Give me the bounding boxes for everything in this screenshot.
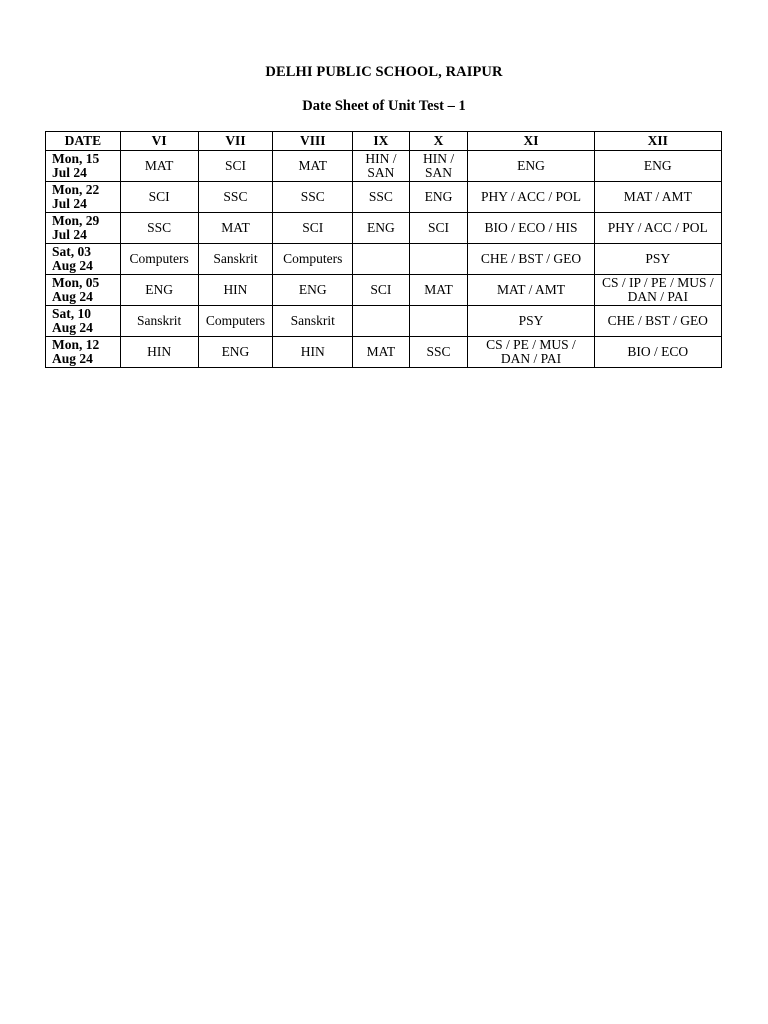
subject-cell-vii: SCI xyxy=(198,151,273,182)
date-cell xyxy=(46,244,121,275)
subject-cell-x: SSC xyxy=(409,337,468,368)
subject-cell-vi: SCI xyxy=(120,182,198,213)
header-class-vi: VI xyxy=(120,132,198,151)
subject-cell-vi: Computers xyxy=(120,244,198,275)
date-day: Mon, 29 xyxy=(52,213,100,228)
subject-cell-viii: ENG xyxy=(273,275,353,306)
subject-cell-xi: ENG xyxy=(468,151,594,182)
date-day: Sat, 10 xyxy=(52,306,92,321)
date-day: Mon, 05 xyxy=(52,275,100,290)
subject-cell-vi: Sanskrit xyxy=(120,306,198,337)
subject-cell-viii: MAT xyxy=(273,151,353,182)
subject-cell-x: SCI xyxy=(409,213,468,244)
school-title: DELHI PUBLIC SCHOOL, RAIPUR xyxy=(265,64,503,80)
date-day: Mon, 12 xyxy=(52,337,100,352)
subject-cell-vi: ENG xyxy=(120,275,198,306)
subject-cell-vi: MAT xyxy=(120,151,198,182)
subject-cell-x: MAT xyxy=(409,275,468,306)
subject-cell-x xyxy=(409,244,468,275)
subject-cell-vii: Computers xyxy=(198,306,273,337)
subject-cell-x: HIN / SAN xyxy=(409,151,468,182)
date-day: Mon, 15 xyxy=(52,151,100,166)
table-row xyxy=(46,182,722,213)
header-row xyxy=(46,132,722,151)
subject-cell-xi: MAT / AMT xyxy=(468,275,594,306)
date-sheet-title: Date Sheet of Unit Test – 1 xyxy=(302,98,466,114)
subject-cell-xi: BIO / ECO / HIS xyxy=(468,213,594,244)
date-month: Aug 24 xyxy=(52,289,93,304)
table-row xyxy=(46,275,722,306)
subject-cell-x: ENG xyxy=(409,182,468,213)
subject-cell-ix: SCI xyxy=(353,275,410,306)
subject-cell-xii: CHE / BST / GEO xyxy=(594,306,721,337)
date-month: Aug 24 xyxy=(52,258,93,273)
header-class-xi: XI xyxy=(468,132,594,151)
date-month: Jul 24 xyxy=(52,196,87,211)
subject-cell-x xyxy=(409,306,468,337)
date-cell xyxy=(46,306,121,337)
date-cell xyxy=(46,337,121,368)
subject-cell-xi: PHY / ACC / POL xyxy=(468,182,594,213)
subject-cell-vii: Sanskrit xyxy=(198,244,273,275)
table-row xyxy=(46,151,722,182)
date-sheet-table xyxy=(45,131,722,368)
subject-cell-viii: HIN xyxy=(273,337,353,368)
subject-cell-xii: CS / IP / PE / MUS / DAN / PAI xyxy=(594,275,721,306)
date-month: Aug 24 xyxy=(52,351,93,366)
subject-cell-xii: BIO / ECO xyxy=(594,337,721,368)
subject-cell-xii: PSY xyxy=(594,244,721,275)
header-class-xii: XII xyxy=(594,132,721,151)
subject-cell-xii: ENG xyxy=(594,151,721,182)
subject-cell-vii: HIN xyxy=(198,275,273,306)
subject-cell-vii: SSC xyxy=(198,182,273,213)
subject-cell-xi: CS / PE / MUS / DAN / PAI xyxy=(468,337,594,368)
subject-cell-viii: SCI xyxy=(273,213,353,244)
table-row xyxy=(46,306,722,337)
header-class-x: X xyxy=(409,132,468,151)
table-row xyxy=(46,244,722,275)
subject-cell-viii: SSC xyxy=(273,182,353,213)
date-cell xyxy=(46,151,121,182)
subject-cell-ix xyxy=(353,306,410,337)
subject-cell-ix: ENG xyxy=(353,213,410,244)
table-row xyxy=(46,213,722,244)
header-class-ix: IX xyxy=(353,132,410,151)
subject-cell-vi: HIN xyxy=(120,337,198,368)
header-date: DATE xyxy=(46,132,121,151)
date-cell xyxy=(46,182,121,213)
subject-cell-vii: MAT xyxy=(198,213,273,244)
date-day: Mon, 22 xyxy=(52,182,100,197)
subject-cell-vi: SSC xyxy=(120,213,198,244)
subject-cell-xi: CHE / BST / GEO xyxy=(468,244,594,275)
subject-cell-viii: Computers xyxy=(273,244,353,275)
date-cell xyxy=(46,213,121,244)
date-cell xyxy=(46,275,121,306)
date-month: Aug 24 xyxy=(52,320,93,335)
subject-cell-xii: MAT / AMT xyxy=(594,182,721,213)
subject-cell-ix: MAT xyxy=(353,337,410,368)
subject-cell-vii: ENG xyxy=(198,337,273,368)
date-month: Jul 24 xyxy=(52,227,87,242)
date-day: Sat, 03 xyxy=(52,244,92,259)
header-class-viii: VIII xyxy=(273,132,353,151)
table-row xyxy=(46,337,722,368)
subject-cell-xii: PHY / ACC / POL xyxy=(594,213,721,244)
subject-cell-viii: Sanskrit xyxy=(273,306,353,337)
subject-cell-xi: PSY xyxy=(468,306,594,337)
subject-cell-ix: SSC xyxy=(353,182,410,213)
header-class-vii: VII xyxy=(198,132,273,151)
subject-cell-ix: HIN / SAN xyxy=(353,151,410,182)
date-month: Jul 24 xyxy=(52,165,87,180)
subject-cell-ix xyxy=(353,244,410,275)
